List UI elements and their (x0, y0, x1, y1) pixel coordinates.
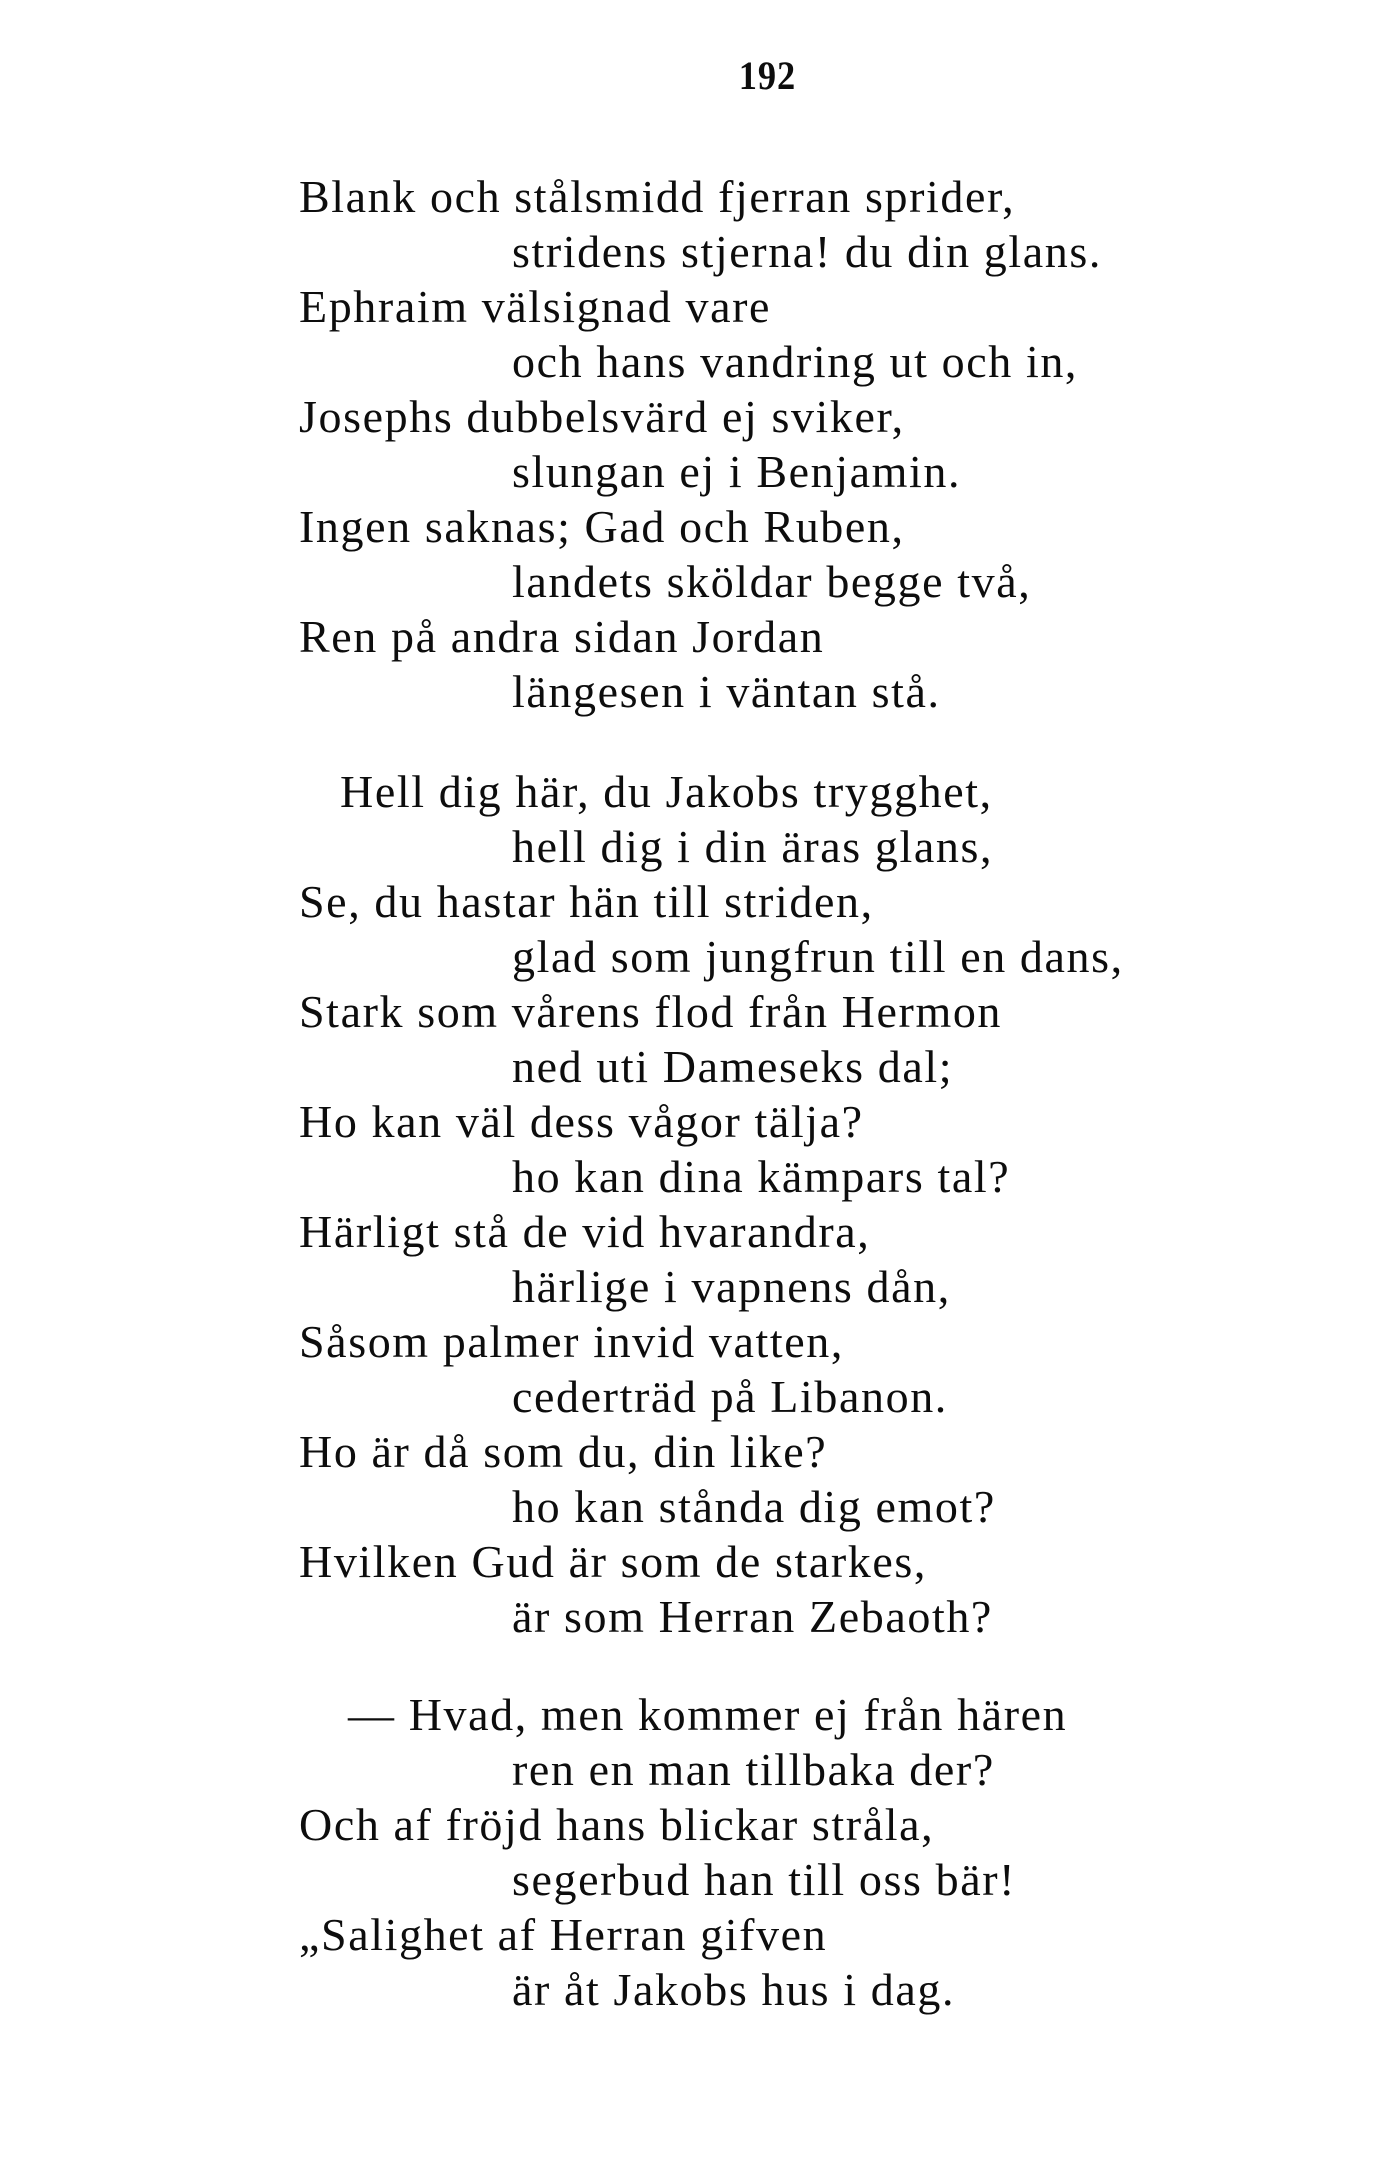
poem-line: Se, du hastar hän till striden, (299, 876, 874, 927)
poem-line: cederträd på Libanon. (512, 1371, 948, 1422)
poem-line: Josephs dubbelsvärd ej sviker, (299, 391, 905, 442)
poem-line: är som Herran Zebaoth? (512, 1591, 993, 1642)
poem-line: ned uti Dameseks dal; (512, 1041, 954, 1092)
poem-line: är åt Jakobs hus i dag. (512, 1964, 956, 2015)
poem-line: ho kan dina kämpars tal? (512, 1151, 1011, 1202)
poem-line: Ho kan väl dess vågor tälja? (299, 1096, 864, 1147)
poem-line: Blank och stålsmidd fjerran sprider, (299, 171, 1016, 222)
poem-line: Härligt stå de vid hvarandra, (299, 1206, 871, 1257)
poem-line: ho kan stånda dig emot? (512, 1481, 996, 1532)
poem-line: Ho är då som du, din like? (299, 1426, 828, 1477)
page-number: 192 (738, 53, 797, 98)
poem-line: Hvilken Gud är som de starkes, (299, 1536, 927, 1587)
poem-line: härlige i vapnens dån, (512, 1261, 951, 1312)
poem-line: Ingen saknas; Gad och Ruben, (299, 501, 905, 552)
poem-line: ren en man tillbaka der? (512, 1744, 995, 1795)
poem-line: landets sköldar begge två, (512, 556, 1032, 607)
poem-line: „Salighet af Herran gifven (299, 1909, 828, 1960)
poem-line: Ren på andra sidan Jordan (299, 611, 825, 662)
poem-line: och hans vandring ut och in, (512, 336, 1079, 387)
poem-line: — Hvad, men kommer ej från hären (348, 1689, 1068, 1740)
poem-line: längesen i väntan stå. (512, 666, 941, 717)
poem-line: Och af fröjd hans blickar stråla, (299, 1799, 935, 1850)
poem-line: stridens stjerna! du din glans. (512, 226, 1103, 277)
poem-line: Hell dig här, du Jakobs trygghet, (340, 766, 993, 817)
poem-line: glad som jungfrun till en dans, (512, 931, 1124, 982)
poem-line: Såsom palmer invid vatten, (299, 1316, 844, 1367)
poem-line: hell dig i din äras glans, (512, 821, 994, 872)
poem-line: segerbud han till oss bär! (512, 1854, 1017, 1905)
poem-line: Ephraim välsignad vare (299, 281, 772, 332)
poem-line: slungan ej i Benjamin. (512, 446, 962, 497)
poem-line: Stark som vårens flod från Hermon (299, 986, 1003, 1037)
